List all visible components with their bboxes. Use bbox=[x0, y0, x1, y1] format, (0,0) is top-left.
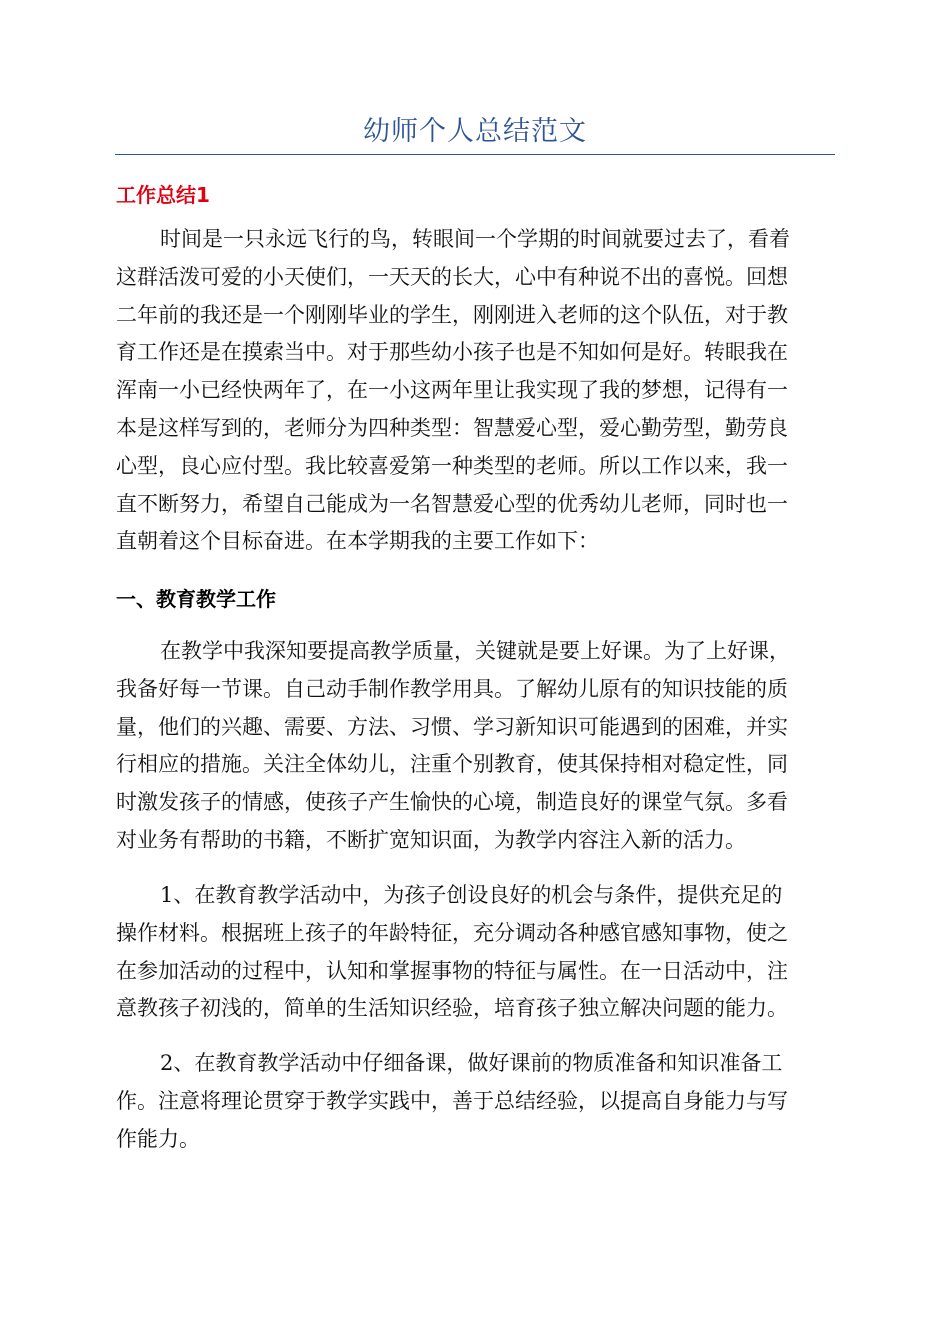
document-title: 幼师个人总结范文 bbox=[363, 116, 587, 147]
intro-paragraph bbox=[116, 221, 836, 561]
paragraph-line: 我备好每一节课。自己动手制作教学用具。了解幼儿原有的知识技能的质 bbox=[116, 676, 788, 701]
section-label: 工作总结1 bbox=[116, 183, 210, 207]
paragraph-line: 作。注意将理论贯穿于教学实践中，善于总结经验，以提高自身能力与写 bbox=[116, 1088, 788, 1113]
paragraph-line: 行相应的措施。关注全体幼儿，注重个别教育，使其保持相对稳定性，同 bbox=[116, 752, 788, 777]
paragraph-line: 本是这样写到的，老师分为四种类型：智慧爱心型，爱心勤劳型，勤劳良 bbox=[116, 415, 788, 440]
paragraph-line: 量，他们的兴趣、需要、方法、习惯、学习新知识可能遇到的困难，并实 bbox=[116, 714, 788, 739]
paragraph-line: 时间是一只永远飞行的鸟，转眼间一个学期的时间就要过去了，看着 bbox=[160, 227, 790, 251]
paragraph-line: 操作材料。根据班上孩子的年龄特征，充分调动各种感官感知事物，使之 bbox=[116, 920, 788, 945]
paragraph-line: 这群活泼可爱的小天使们，一天天的长大，心中有种说不出的喜悦。回想 bbox=[116, 264, 788, 289]
paragraph-line: 1、在教育教学活动中，为孩子创设良好的机会与条件，提供充足的 bbox=[160, 883, 783, 907]
heading-teaching-work: 一、教育教学工作 bbox=[116, 587, 276, 611]
paragraph-line: 直朝着这个目标奋进。在本学期我的主要工作如下： bbox=[116, 529, 599, 554]
paragraph-line: 心型，良心应付型。我比较喜爱第一种类型的老师。所以工作以来，我一 bbox=[116, 453, 788, 478]
paragraph-line: 对业务有帮助的书籍，不断扩宽知识面，为教学内容注入新的活力。 bbox=[116, 827, 746, 852]
paragraph-line: 作能力。 bbox=[116, 1126, 200, 1151]
paragraph-line: 育工作还是在摸索当中。对于那些幼小孩子也是不知如何是好。转眼我在 bbox=[116, 340, 788, 365]
point-1-paragraph bbox=[116, 877, 836, 1028]
paragraph-line: 浑南一小已经快两年了，在一小这两年里让我实现了我的梦想，记得有一 bbox=[116, 378, 788, 403]
paragraph-line: 意教孩子初浅的，简单的生活知识经验，培育孩子独立解决问题的能力。 bbox=[116, 996, 788, 1021]
paragraph-line: 时激发孩子的情感，使孩子产生愉快的心境，制造良好的课堂气氛。多看 bbox=[116, 790, 788, 815]
paragraph-line: 二年前的我还是一个刚刚毕业的学生，刚刚进入老师的这个队伍，对于教 bbox=[116, 302, 788, 327]
point-2-paragraph bbox=[116, 1045, 836, 1158]
title-underline bbox=[115, 154, 835, 155]
paragraph-line: 直不断努力，希望自己能成为一名智慧爱心型的优秀幼儿老师，同时也一 bbox=[116, 491, 788, 516]
paragraph-line: 在参加活动的过程中，认知和掌握事物的特征与属性。在一日活动中，注 bbox=[116, 958, 788, 983]
paragraph-line: 2、在教育教学活动中仔细备课，做好课前的物质准备和知识准备工 bbox=[160, 1051, 783, 1075]
paragraph-line: 在教学中我深知要提高教学质量，关键就是要上好课。为了上好课， bbox=[160, 639, 790, 663]
teaching-paragraph bbox=[116, 633, 836, 860]
